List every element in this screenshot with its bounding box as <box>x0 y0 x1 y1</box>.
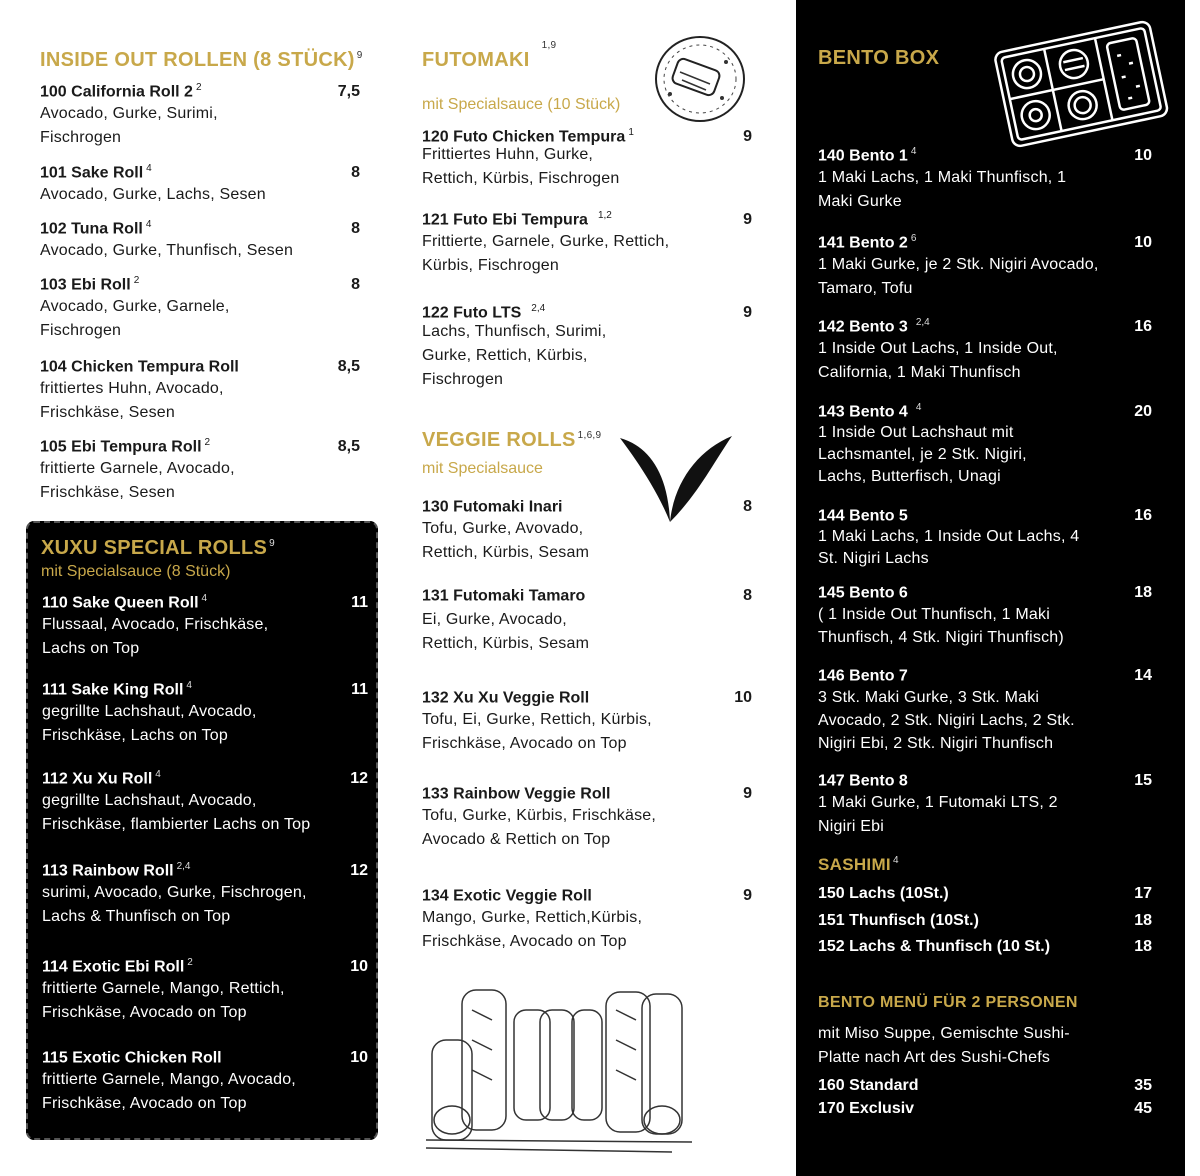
item-name <box>40 219 151 238</box>
allergen-sup: 2 <box>195 82 202 93</box>
item-desc: Frittiertes Huhn, Gurke, Rettich, Kürbis, Fischrogen <box>422 146 620 188</box>
allergen-sup: 2 <box>187 957 193 968</box>
veggie-title-sup: 1,6,9 <box>577 430 602 442</box>
menu-item-111 <box>42 680 368 748</box>
item-price: 18 <box>1134 912 1152 929</box>
item-name-text: 103 Ebi Roll <box>40 276 131 294</box>
bento-menu-heading: BENTO MENÜ FÜR 2 PERSONEN <box>818 994 1078 1011</box>
menu-item-143 <box>818 402 1152 488</box>
item-name <box>422 886 595 905</box>
item-name-text: 131 Futomaki Tamaro <box>422 587 586 605</box>
item-name-text: 146 Bento 7 <box>818 667 908 685</box>
menu-item-122 <box>422 303 752 392</box>
item-price: 11 <box>351 594 368 612</box>
sashimi-item-150 <box>818 885 1152 903</box>
futomaki-roll-icon <box>652 34 748 124</box>
item-name <box>818 317 930 336</box>
item-desc: Flussaal, Avocado, Frischkäse, Lachs on Top <box>42 616 269 658</box>
item-price: 9 <box>743 785 752 803</box>
allergen-sup: 2 <box>204 437 211 448</box>
item-price: 18 <box>1134 938 1152 955</box>
item-name <box>42 769 161 788</box>
item-name <box>422 210 612 229</box>
item-desc: Ei, Gurke, Avocado, Rettich, Kürbis, Sesam <box>422 611 590 653</box>
item-price: 10 <box>1134 234 1152 252</box>
menu-item-103 <box>40 275 360 343</box>
item-desc: frittierte Garnele, Mango, Rettich, Frischkäse, Avocado on Top <box>42 980 285 1022</box>
item-name <box>818 666 911 685</box>
menu-item-133 <box>422 784 752 852</box>
item-name-text: 122 Futo LTS <box>422 304 522 322</box>
item-name-text: 111 Sake King Roll <box>42 681 184 699</box>
item-price: 16 <box>1134 507 1152 525</box>
allergen-sup: 1,2 <box>597 210 612 221</box>
item-name <box>422 586 588 605</box>
item-price: 8 <box>743 587 752 605</box>
item-desc: Tofu, Ei, Gurke, Rettich, Kürbis, Frischkäse, Avocado on Top <box>422 711 652 753</box>
special-heading <box>41 537 275 560</box>
item-name <box>40 357 242 376</box>
item-name-text: 144 Bento 5 <box>818 507 908 525</box>
item-desc: Tofu, Gurke, Kürbis, Frischkäse, Avocado & Rettich on Top <box>422 807 657 849</box>
item-name-text: 102 Tuna Roll <box>40 220 143 238</box>
menu-item-113 <box>42 861 368 929</box>
item-desc: Avocado, Gurke, Garnele, Fischrogen <box>40 298 230 340</box>
item-price: 16 <box>1134 318 1152 336</box>
item-price: 7,5 <box>337 83 360 101</box>
allergen-sup: 4 <box>146 163 152 174</box>
item-desc: 1 Maki Gurke, 1 Futomaki LTS, 2 Nigiri Ebi <box>818 794 1058 836</box>
item-desc: 1 Maki Gurke, je 2 Stk. Nigiri Avocado, Tamaro, Tofu <box>818 256 1099 298</box>
item-price: 11 <box>351 681 368 699</box>
inside-out-title: INSIDE OUT ROLLEN (8 STÜCK) <box>40 49 355 71</box>
item-name: 151 Thunfisch (10St.) <box>818 912 979 929</box>
item-name-text: 141 Bento 2 <box>818 234 908 252</box>
item-name: 170 Exclusiv <box>818 1100 915 1117</box>
sashimi-title-sup: 4 <box>892 855 899 867</box>
menu-item-147 <box>818 771 1152 839</box>
sushi-platter-icon <box>422 980 712 1160</box>
item-desc: 1 Inside Out Lachshaut mit Lachsmantel, je 2 Stk. Nigiri, Lachs, Butterfisch, Unagi <box>818 424 1027 486</box>
veggie-subtitle: mit Specialsauce <box>422 460 543 477</box>
veggie-heading <box>422 429 601 452</box>
item-name <box>422 688 592 707</box>
allergen-sup: 6 <box>910 233 917 244</box>
bento-menu-item-170 <box>818 1100 1152 1118</box>
item-price: 8 <box>351 164 360 182</box>
item-price: 10 <box>350 958 368 976</box>
menu-item-140 <box>818 146 1152 214</box>
item-desc: ( 1 Inside Out Thunfisch, 1 Maki Thunfisch, 4 Stk. Nigiri Thunfisch) <box>818 606 1064 647</box>
special-title: XUXU SPECIAL ROLLS <box>41 537 268 559</box>
item-price: 35 <box>1134 1077 1152 1094</box>
item-desc: frittiertes Huhn, Avocado, Frischkäse, Sesen <box>40 380 224 422</box>
item-price: 20 <box>1134 403 1152 421</box>
menu-item-142 <box>818 317 1152 385</box>
futomaki-title: FUTOMAKI <box>422 49 530 71</box>
veggie-title: VEGGIE ROLLS <box>422 429 576 451</box>
item-name <box>40 437 210 456</box>
allergen-sup: 1 <box>628 127 634 138</box>
item-name-text: 100 California Roll 2 <box>40 83 193 101</box>
menu-item-144 <box>818 506 1152 570</box>
item-name-text: 114 Exotic Ebi Roll <box>42 958 185 976</box>
item-desc: frittierte Garnele, Avocado, Frischkäse, Sesen <box>40 460 235 502</box>
inside-out-title-sup: 9 <box>356 50 363 62</box>
item-name <box>42 1048 225 1067</box>
item-price: 8 <box>351 220 360 238</box>
menu-item-114 <box>42 957 368 1025</box>
futomaki-subtitle: mit Specialsauce (10 Stück) <box>422 96 621 113</box>
item-name-text: 133 Rainbow Veggie Roll <box>422 785 611 803</box>
allergen-sup: 4 <box>201 593 208 604</box>
item-name-text: 134 Exotic Veggie Roll <box>422 887 592 905</box>
item-name: 150 Lachs (10St.) <box>818 885 949 902</box>
item-price: 14 <box>1134 667 1152 685</box>
item-price: 12 <box>350 862 368 880</box>
item-name-text: 101 Sake Roll <box>40 164 144 182</box>
item-desc: Lachs, Thunfisch, Surimi, Gurke, Rettich, Kürbis, Fischrogen <box>422 323 607 389</box>
item-desc: gegrillte Lachshaut, Avocado, Frischkäse, Lachs on Top <box>42 703 257 745</box>
item-name-text: 120 Futo Chicken Tempura <box>422 128 626 146</box>
item-name-text: 112 Xu Xu Roll <box>42 770 153 788</box>
menu-item-145 <box>818 583 1152 649</box>
item-name <box>40 163 152 182</box>
item-name <box>422 497 566 516</box>
item-desc: 1 Maki Lachs, 1 Maki Thunfisch, 1 Maki Gurke <box>818 169 1067 211</box>
menu-item-102 <box>40 219 360 263</box>
item-price: 10 <box>734 689 752 707</box>
item-name-text: 113 Rainbow Roll <box>42 862 174 880</box>
item-name <box>42 680 192 699</box>
item-name <box>818 771 911 790</box>
allergen-sup: 2,4 <box>915 317 930 328</box>
menu-item-101 <box>40 163 360 207</box>
menu-item-100 <box>40 82 360 150</box>
item-name <box>40 275 139 294</box>
item-desc: surimi, Avocado, Gurke, Fischrogen, Lachs & Thunfisch on Top <box>42 884 307 926</box>
item-desc: 1 Inside Out Lachs, 1 Inside Out, California, 1 Maki Thunfisch <box>818 340 1058 382</box>
item-name-text: 142 Bento 3 <box>818 318 908 336</box>
bento-menu-item-160 <box>818 1077 1152 1095</box>
item-name <box>818 583 911 602</box>
inside-out-heading <box>40 49 363 72</box>
item-price: 15 <box>1134 772 1152 790</box>
item-name <box>818 146 916 165</box>
menu-item-121 <box>422 210 752 278</box>
bento-menu-desc: mit Miso Suppe, Gemischte Sushi-Platte nach Art des Sushi-Chefs <box>818 1025 1070 1066</box>
sashimi-item-151 <box>818 912 1152 930</box>
item-name: 152 Lachs & Thunfisch (10 St.) <box>818 938 1051 955</box>
item-desc: Avocado, Gurke, Thunfisch, Sesen <box>40 242 294 260</box>
menu-item-120 <box>422 127 752 191</box>
item-price: 45 <box>1134 1100 1152 1117</box>
item-name-text: 121 Futo Ebi Tempura <box>422 211 588 229</box>
item-name-text: 115 Exotic Chicken Roll <box>42 1049 222 1067</box>
item-price: 12 <box>350 770 368 788</box>
special-subtitle: mit Specialsauce (8 Stück) <box>41 563 231 580</box>
futomaki-heading <box>422 40 557 72</box>
item-name: 160 Standard <box>818 1077 919 1094</box>
item-name <box>42 861 191 880</box>
menu-item-105 <box>40 437 360 505</box>
futomaki-title-sup: 1,9 <box>541 40 557 52</box>
allergen-sup: 2,4 <box>531 303 546 314</box>
item-price: 10 <box>1134 147 1152 165</box>
item-name <box>422 784 614 803</box>
item-name <box>818 233 916 252</box>
item-price: 9 <box>743 304 752 322</box>
leaf-icon <box>618 432 734 524</box>
special-rolls-section <box>26 521 378 1140</box>
item-name <box>42 593 207 612</box>
item-name-text: 105 Ebi Tempura Roll <box>40 438 202 456</box>
item-price: 18 <box>1134 584 1152 602</box>
item-desc: Mango, Gurke, Rettich,Kürbis, Frischkäse, Avocado on Top <box>422 909 643 951</box>
allergen-sup: 4 <box>145 219 152 230</box>
menu-item-141 <box>818 233 1152 301</box>
item-desc: Avocado, Gurke, Surimi, Fischrogen <box>40 105 218 147</box>
menu-item-110 <box>42 593 368 661</box>
item-desc: 1 Maki Lachs, 1 Inside Out Lachs, 4 St. Nigiri Lachs <box>818 528 1080 568</box>
menu-item-112 <box>42 769 368 837</box>
item-price: 8 <box>743 498 752 516</box>
item-name-text: 145 Bento 6 <box>818 584 908 602</box>
item-name <box>40 82 202 101</box>
bento-section <box>796 0 1185 1176</box>
menu-item-134 <box>422 886 752 954</box>
item-price: 17 <box>1134 885 1152 902</box>
item-desc: Tofu, Gurke, Avovado, Rettich, Kürbis, Sesam <box>422 520 590 562</box>
item-price: 8,5 <box>337 358 360 376</box>
sashimi-heading <box>818 855 899 875</box>
item-price: 9 <box>743 128 752 146</box>
item-desc: gegrillte Lachshaut, Avocado, Frischkäse, flambierter Lachs on Top <box>42 792 311 834</box>
sashimi-item-152 <box>818 938 1152 956</box>
menu-item-146 <box>818 666 1152 755</box>
special-title-sup: 9 <box>269 538 276 550</box>
item-name-text: 140 Bento 1 <box>818 147 908 165</box>
item-price: 9 <box>743 887 752 905</box>
item-price: 9 <box>743 211 752 229</box>
bento-heading: BENTO BOX <box>818 47 940 69</box>
item-desc: Frittierte, Garnele, Gurke, Rettich, Kürbis, Fischrogen <box>422 233 670 275</box>
item-price: 10 <box>350 1049 368 1067</box>
item-desc: 3 Stk. Maki Gurke, 3 Stk. Maki Avocado, 2 Stk. Nigiri Lachs, 2 Stk. Nigiri Ebi, 2 Stk. Nigiri Thunfisch <box>818 689 1075 753</box>
item-name-text: 104 Chicken Tempura Roll <box>40 358 239 376</box>
item-name <box>42 957 193 976</box>
item-desc: frittierte Garnele, Mango, Avocado, Frischkäse, Avocado on Top <box>42 1071 296 1113</box>
item-desc: Avocado, Gurke, Lachs, Sesen <box>40 186 266 204</box>
bento-box-icon <box>992 14 1170 152</box>
menu-item-115 <box>42 1048 368 1116</box>
sashimi-title: SASHIMI <box>818 855 891 874</box>
allergen-sup: 2,4 <box>176 861 191 872</box>
menu-item-131 <box>422 586 752 656</box>
allergen-sup: 4 <box>915 402 922 413</box>
menu-item-132 <box>422 688 752 756</box>
allergen-sup: 4 <box>910 146 917 157</box>
menu-item-104 <box>40 357 360 425</box>
item-price: 8 <box>351 276 360 294</box>
item-name-text: 132 Xu Xu Veggie Roll <box>422 689 590 707</box>
item-name <box>818 506 911 525</box>
allergen-sup: 4 <box>186 680 192 691</box>
item-name-text: 130 Futomaki Inari <box>422 498 563 516</box>
item-name-text: 143 Bento 4 <box>818 403 908 421</box>
item-price: 8,5 <box>337 438 360 456</box>
allergen-sup: 2 <box>133 275 140 286</box>
allergen-sup: 4 <box>155 769 161 780</box>
item-name <box>818 402 921 421</box>
item-name-text: 110 Sake Queen Roll <box>42 594 199 612</box>
item-name-text: 147 Bento 8 <box>818 772 908 790</box>
